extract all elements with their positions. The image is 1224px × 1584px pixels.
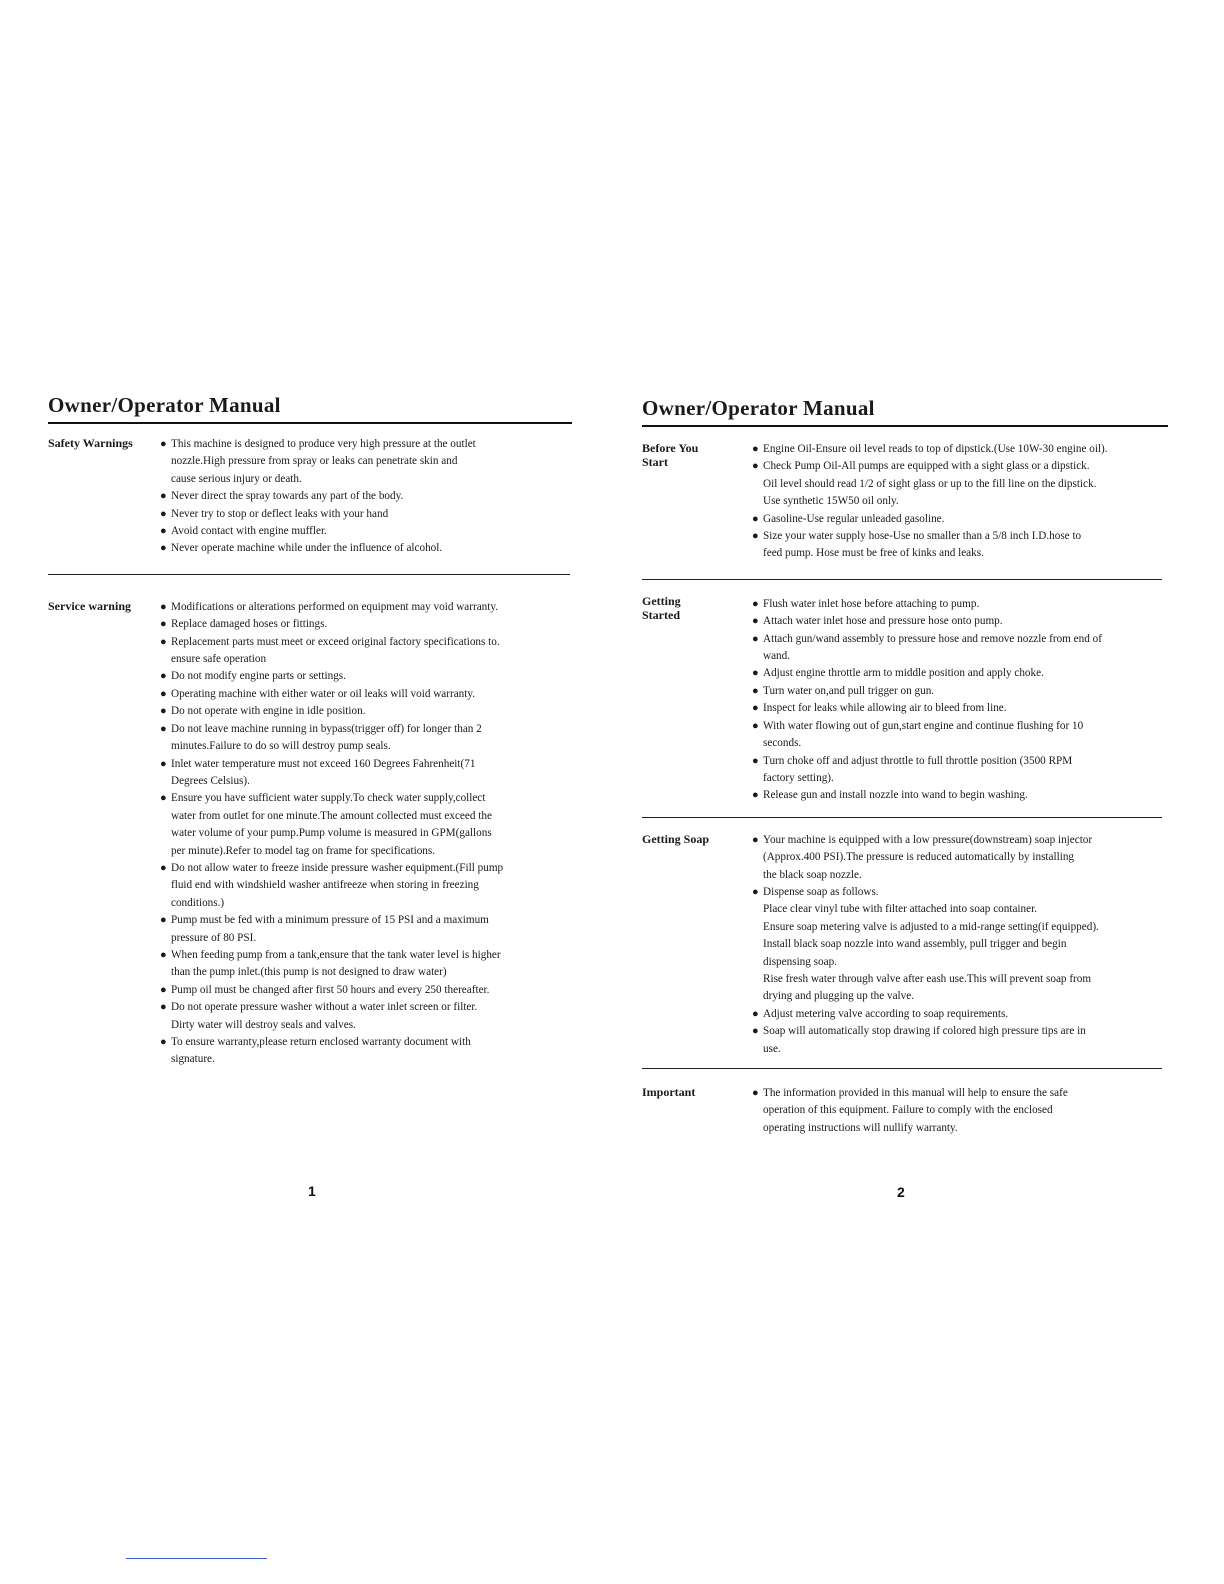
section-service-warning [48, 599, 572, 1069]
bullet-dot-icon: ● [160, 757, 167, 770]
bullet-item [752, 441, 1108, 458]
bullet-item [160, 982, 503, 999]
bullet-text-line: water from outlet for one minute.The amount collected must exceed the [171, 809, 492, 822]
section-divider [642, 579, 1162, 580]
bullet-dot-icon: ● [752, 1007, 759, 1020]
bullet-item [752, 753, 1102, 788]
bullet-text-line: Do not leave machine running in bypass(trigger off) for longer than 2 [171, 722, 482, 735]
bullet-text-line: water volume of your pump.Pump volume is measured in GPM(gallons [171, 827, 492, 840]
bullet-item [752, 596, 1102, 613]
bullet-dot-icon: ● [160, 438, 167, 450]
bullet-dot-icon: ● [752, 719, 759, 732]
bullet-item [160, 436, 476, 488]
bullet-text-line: Turn choke off and adjust throttle to full throttle position (3500 RPM [763, 754, 1073, 767]
bullet-item [160, 756, 503, 791]
section-label: Safety Warnings [48, 436, 133, 450]
bullet-text-line: Dispense soap as follows. [763, 885, 879, 898]
section-before-you-start [642, 441, 1168, 563]
section-safety-warnings [48, 436, 572, 558]
bullet-list [752, 1085, 1068, 1137]
bullet-text-line: operating instructions will nullify warranty. [763, 1121, 958, 1134]
bullet-list [752, 832, 1099, 1058]
bullet-item [160, 634, 503, 669]
section-label: Before You Start [642, 441, 699, 469]
bullet-item [160, 668, 503, 685]
bullet-dot-icon: ● [752, 885, 759, 898]
bullet-text-line: Release gun and install nozzle into wand to begin washing. [763, 789, 1028, 802]
bullet-text-line: Dirty water will destroy seals and valves. [171, 1018, 356, 1031]
bullet-dot-icon: ● [752, 667, 759, 680]
bullet-dot-icon: ● [160, 983, 167, 996]
bullet-text-line: Do not modify engine parts or settings. [171, 670, 346, 683]
bullet-dot-icon: ● [752, 597, 759, 610]
bullet-text-line: Adjust metering valve according to soap requirements. [763, 1007, 1009, 1020]
bullet-item [160, 523, 476, 540]
bullet-dot-icon: ● [160, 792, 167, 805]
bullet-text-line: Flush water inlet hose before attaching to pump. [763, 597, 980, 610]
bullet-item [160, 860, 503, 912]
section-label: Important [642, 1085, 696, 1099]
bullet-item [752, 1085, 1068, 1137]
page-left [48, 392, 572, 1069]
bullet-text-line: Ensure you have sufficient water supply.To check water supply,collect [171, 792, 486, 805]
bullet-item [752, 700, 1102, 717]
bullet-text-line: the black soap nozzle. [763, 868, 862, 881]
bullet-dot-icon: ● [752, 632, 759, 645]
page-title: Owner/Operator Manual [642, 396, 875, 420]
section-divider [48, 574, 570, 575]
section-getting-started [642, 594, 1168, 805]
bullet-text-line: operation of this equipment. Failure to comply with the enclosed [763, 1104, 1053, 1117]
bullet-item [160, 947, 503, 982]
bullet-text-line: conditions.) [171, 896, 225, 909]
bullet-item [752, 787, 1102, 804]
bullet-text-line: Inspect for leaks while allowing air to bleed from line. [763, 702, 1007, 715]
bullet-item [160, 790, 503, 860]
bullet-text-line: Your machine is equipped with a low pressure(downstream) soap injector [763, 833, 1093, 846]
bullet-item [160, 999, 503, 1034]
bullet-text-line: Use synthetic 15W50 oil only. [763, 495, 899, 508]
bullet-text-line: dispensing soap. [763, 955, 837, 968]
title-divider [642, 425, 1168, 427]
bullet-item [160, 686, 503, 703]
bullet-text-line: Ensure soap metering valve is adjusted to a mid-range setting(if equipped). [763, 920, 1099, 933]
bullet-dot-icon: ● [160, 507, 167, 520]
bullet-text-line: (Approx.400 PSI).The pressure is reduced automatically by installing [763, 851, 1075, 864]
bullet-text-line: Operating machine with either water or oil leaks will void warranty. [171, 687, 476, 700]
bullet-dot-icon: ● [752, 512, 759, 525]
bullet-text-line: ensure safe operation [171, 653, 267, 666]
bullet-text-line: Avoid contact with engine muffler. [171, 525, 327, 538]
bullet-text-line: The information provided in this manual will help to ensure the safe [763, 1087, 1068, 1099]
bullet-dot-icon: ● [160, 1001, 167, 1014]
bullet-dot-icon: ● [160, 861, 167, 874]
bullet-text-line: To ensure warranty,please return enclosed warranty document with [171, 1036, 471, 1048]
bullet-text-line: cause serious injury or death. [171, 472, 302, 485]
bullet-text-line: drying and plugging up the valve. [763, 990, 915, 1003]
bullet-dot-icon: ● [752, 1087, 759, 1099]
bullet-item [752, 511, 1108, 528]
bullet-item [752, 528, 1108, 563]
bullet-item [160, 703, 503, 720]
bullet-text-line: Do not operate pressure washer without a water inlet screen or filter. [171, 1001, 478, 1014]
bullet-item [752, 665, 1102, 682]
bullet-item [160, 488, 476, 505]
bullet-list [160, 599, 503, 1069]
bullet-item [160, 540, 476, 557]
bullet-item [752, 832, 1099, 884]
bullet-text-line: Modifications or alterations performed on equipment may void warranty. [171, 600, 499, 613]
title-divider [48, 422, 572, 424]
page-number-left: 1 [308, 1183, 316, 1199]
bullet-text-line: Engine Oil-Ensure oil level reads to top of dipstick.(Use 10W-30 engine oil). [763, 443, 1108, 455]
bullet-text-line: Soap will automatically stop drawing if colored high pressure tips are in [763, 1025, 1086, 1038]
bullet-text-line: Place clear vinyl tube with filter attached into soap container. [763, 903, 1037, 916]
bullet-text-line: pressure of 80 PSI. [171, 931, 257, 944]
bullet-text-line: fluid end with windshield washer antifreeze when storing in freezing [171, 879, 479, 892]
bullet-text-line: Never operate machine while under the influence of alcohol. [171, 542, 443, 555]
page-right [642, 395, 1168, 1137]
bullet-text-line: Inlet water temperature must not exceed 160 Degrees Fahrenheit(71 [171, 757, 476, 770]
bullet-dot-icon: ● [160, 687, 167, 700]
bullet-dot-icon: ● [160, 600, 167, 613]
section-label: Service warning [48, 598, 131, 613]
section-getting-soap [642, 832, 1168, 1058]
bullet-list [752, 441, 1108, 563]
bullet-dot-icon: ● [160, 525, 167, 538]
bullet-dot-icon: ● [752, 460, 759, 473]
bullet-dot-icon: ● [752, 684, 759, 697]
bullet-dot-icon: ● [752, 615, 759, 628]
bullet-dot-icon: ● [160, 722, 167, 735]
bullet-text-line: With water flowing out of gun,start engine and continue flushing for 10 [763, 719, 1084, 732]
bullet-dot-icon: ● [160, 618, 167, 631]
section-label: Getting Soap [642, 831, 710, 846]
bullet-item [752, 718, 1102, 753]
bullet-item [752, 1023, 1099, 1058]
bullet-dot-icon: ● [752, 833, 759, 846]
bullet-text-line: Replace damaged hoses or fittings. [171, 618, 328, 631]
bullet-item [160, 721, 503, 756]
bullet-text-line: Degrees Celsius). [171, 774, 250, 787]
bullet-dot-icon: ● [160, 490, 167, 503]
bullet-item [160, 506, 476, 523]
bullet-text-line: Adjust engine throttle arm to middle position and apply choke. [763, 667, 1044, 680]
bullet-list [752, 596, 1102, 805]
page-number-right: 2 [897, 1184, 905, 1200]
bullet-dot-icon: ● [160, 948, 167, 961]
bullet-text-line: Install black soap nozzle into wand assembly, pull trigger and begin [763, 938, 1067, 951]
bullet-item [160, 599, 503, 616]
bullet-item [160, 616, 503, 633]
bullet-text-line: When feeding pump from a tank,ensure that the tank water level is higher [171, 948, 501, 961]
bullet-dot-icon: ● [160, 705, 167, 718]
bullet-text-line: Replacement parts must meet or exceed original factory specifications to. [171, 635, 500, 648]
link-underline [126, 1558, 267, 1559]
bullet-item [752, 631, 1102, 666]
bullet-list [160, 436, 476, 558]
bullet-text-line: Attach gun/wand assembly to pressure hose and remove nozzle from end of [763, 632, 1102, 645]
bullet-item [160, 912, 503, 947]
bullet-dot-icon: ● [752, 789, 759, 802]
bullet-text-line: Size your water supply hose-Use no smaller than a 5/8 inch I.D.hose to [763, 530, 1082, 543]
bullet-text-line: nozzle.High pressure from spray or leaks can penetrate skin and [171, 455, 458, 468]
bullet-dot-icon: ● [752, 530, 759, 543]
page-title: Owner/Operator Manual [48, 393, 281, 417]
bullet-text-line: Pump must be fed with a minimum pressure of 15 PSI and a maximum [171, 914, 489, 927]
bullet-text-line: Attach water inlet hose and pressure hose onto pump. [763, 615, 1003, 628]
bullet-text-line: This machine is designed to produce very high pressure at the outlet [171, 438, 476, 450]
bullet-text-line: minutes.Failure to do so will destroy pump seals. [171, 740, 391, 753]
bullet-dot-icon: ● [752, 754, 759, 767]
section-divider [642, 817, 1162, 818]
bullet-dot-icon: ● [160, 635, 167, 648]
bullet-dot-icon: ● [160, 914, 167, 927]
bullet-text-line: Check Pump Oil-All pumps are equipped with a sight glass or a dipstick. [763, 460, 1090, 473]
bullet-item [160, 1034, 503, 1069]
bullet-text-line: Never direct the spray towards any part of the body. [171, 490, 404, 503]
bullet-text-line: Gasoline-Use regular unleaded gasoline. [763, 512, 945, 525]
bullet-text-line: Rise fresh water through valve after eash use.This will prevent soap from [763, 972, 1092, 985]
bullet-item [752, 884, 1099, 1006]
bullet-dot-icon: ● [752, 1025, 759, 1038]
bullet-dot-icon: ● [160, 542, 167, 555]
section-label: Getting Started [642, 593, 681, 622]
bullet-item [752, 1006, 1099, 1023]
bullet-dot-icon: ● [160, 1036, 167, 1048]
bullet-text-line: signature. [171, 1053, 215, 1066]
bullet-item [752, 683, 1102, 700]
bullet-text-line: Do not allow water to freeze inside pressure washer equipment.(Fill pump [171, 861, 504, 874]
bullet-text-line: Turn water on,and pull trigger on gun. [763, 684, 935, 697]
section-divider [642, 1068, 1162, 1069]
bullet-text-line: use. [763, 1042, 781, 1055]
bullet-text-line: than the pump inlet.(this pump is not designed to draw water) [171, 966, 447, 979]
bullet-text-line: wand. [763, 650, 791, 663]
bullet-text-line: Oil level should read 1/2 of sight glass or up to the fill line on the dipstick. [763, 477, 1097, 490]
bullet-text-line: Pump oil must be changed after first 50 hours and every 250 thereafter. [171, 983, 490, 996]
bullet-dot-icon: ● [752, 443, 759, 455]
bullet-text-line: factory setting). [763, 771, 834, 784]
bullet-item [752, 613, 1102, 630]
section-important [642, 1085, 1168, 1137]
bullet-text-line: Do not operate with engine in idle position. [171, 705, 366, 718]
bullet-text-line: Never try to stop or deflect leaks with your hand [171, 507, 389, 520]
bullet-text-line: per minute).Refer to model tag on frame for specifications. [171, 844, 436, 857]
bullet-dot-icon: ● [160, 670, 167, 683]
bullet-text-line: feed pump. Hose must be free of kinks and leaks. [763, 547, 984, 560]
bullet-text-line: seconds. [763, 737, 802, 750]
bullet-dot-icon: ● [752, 702, 759, 715]
bullet-item [752, 458, 1108, 510]
